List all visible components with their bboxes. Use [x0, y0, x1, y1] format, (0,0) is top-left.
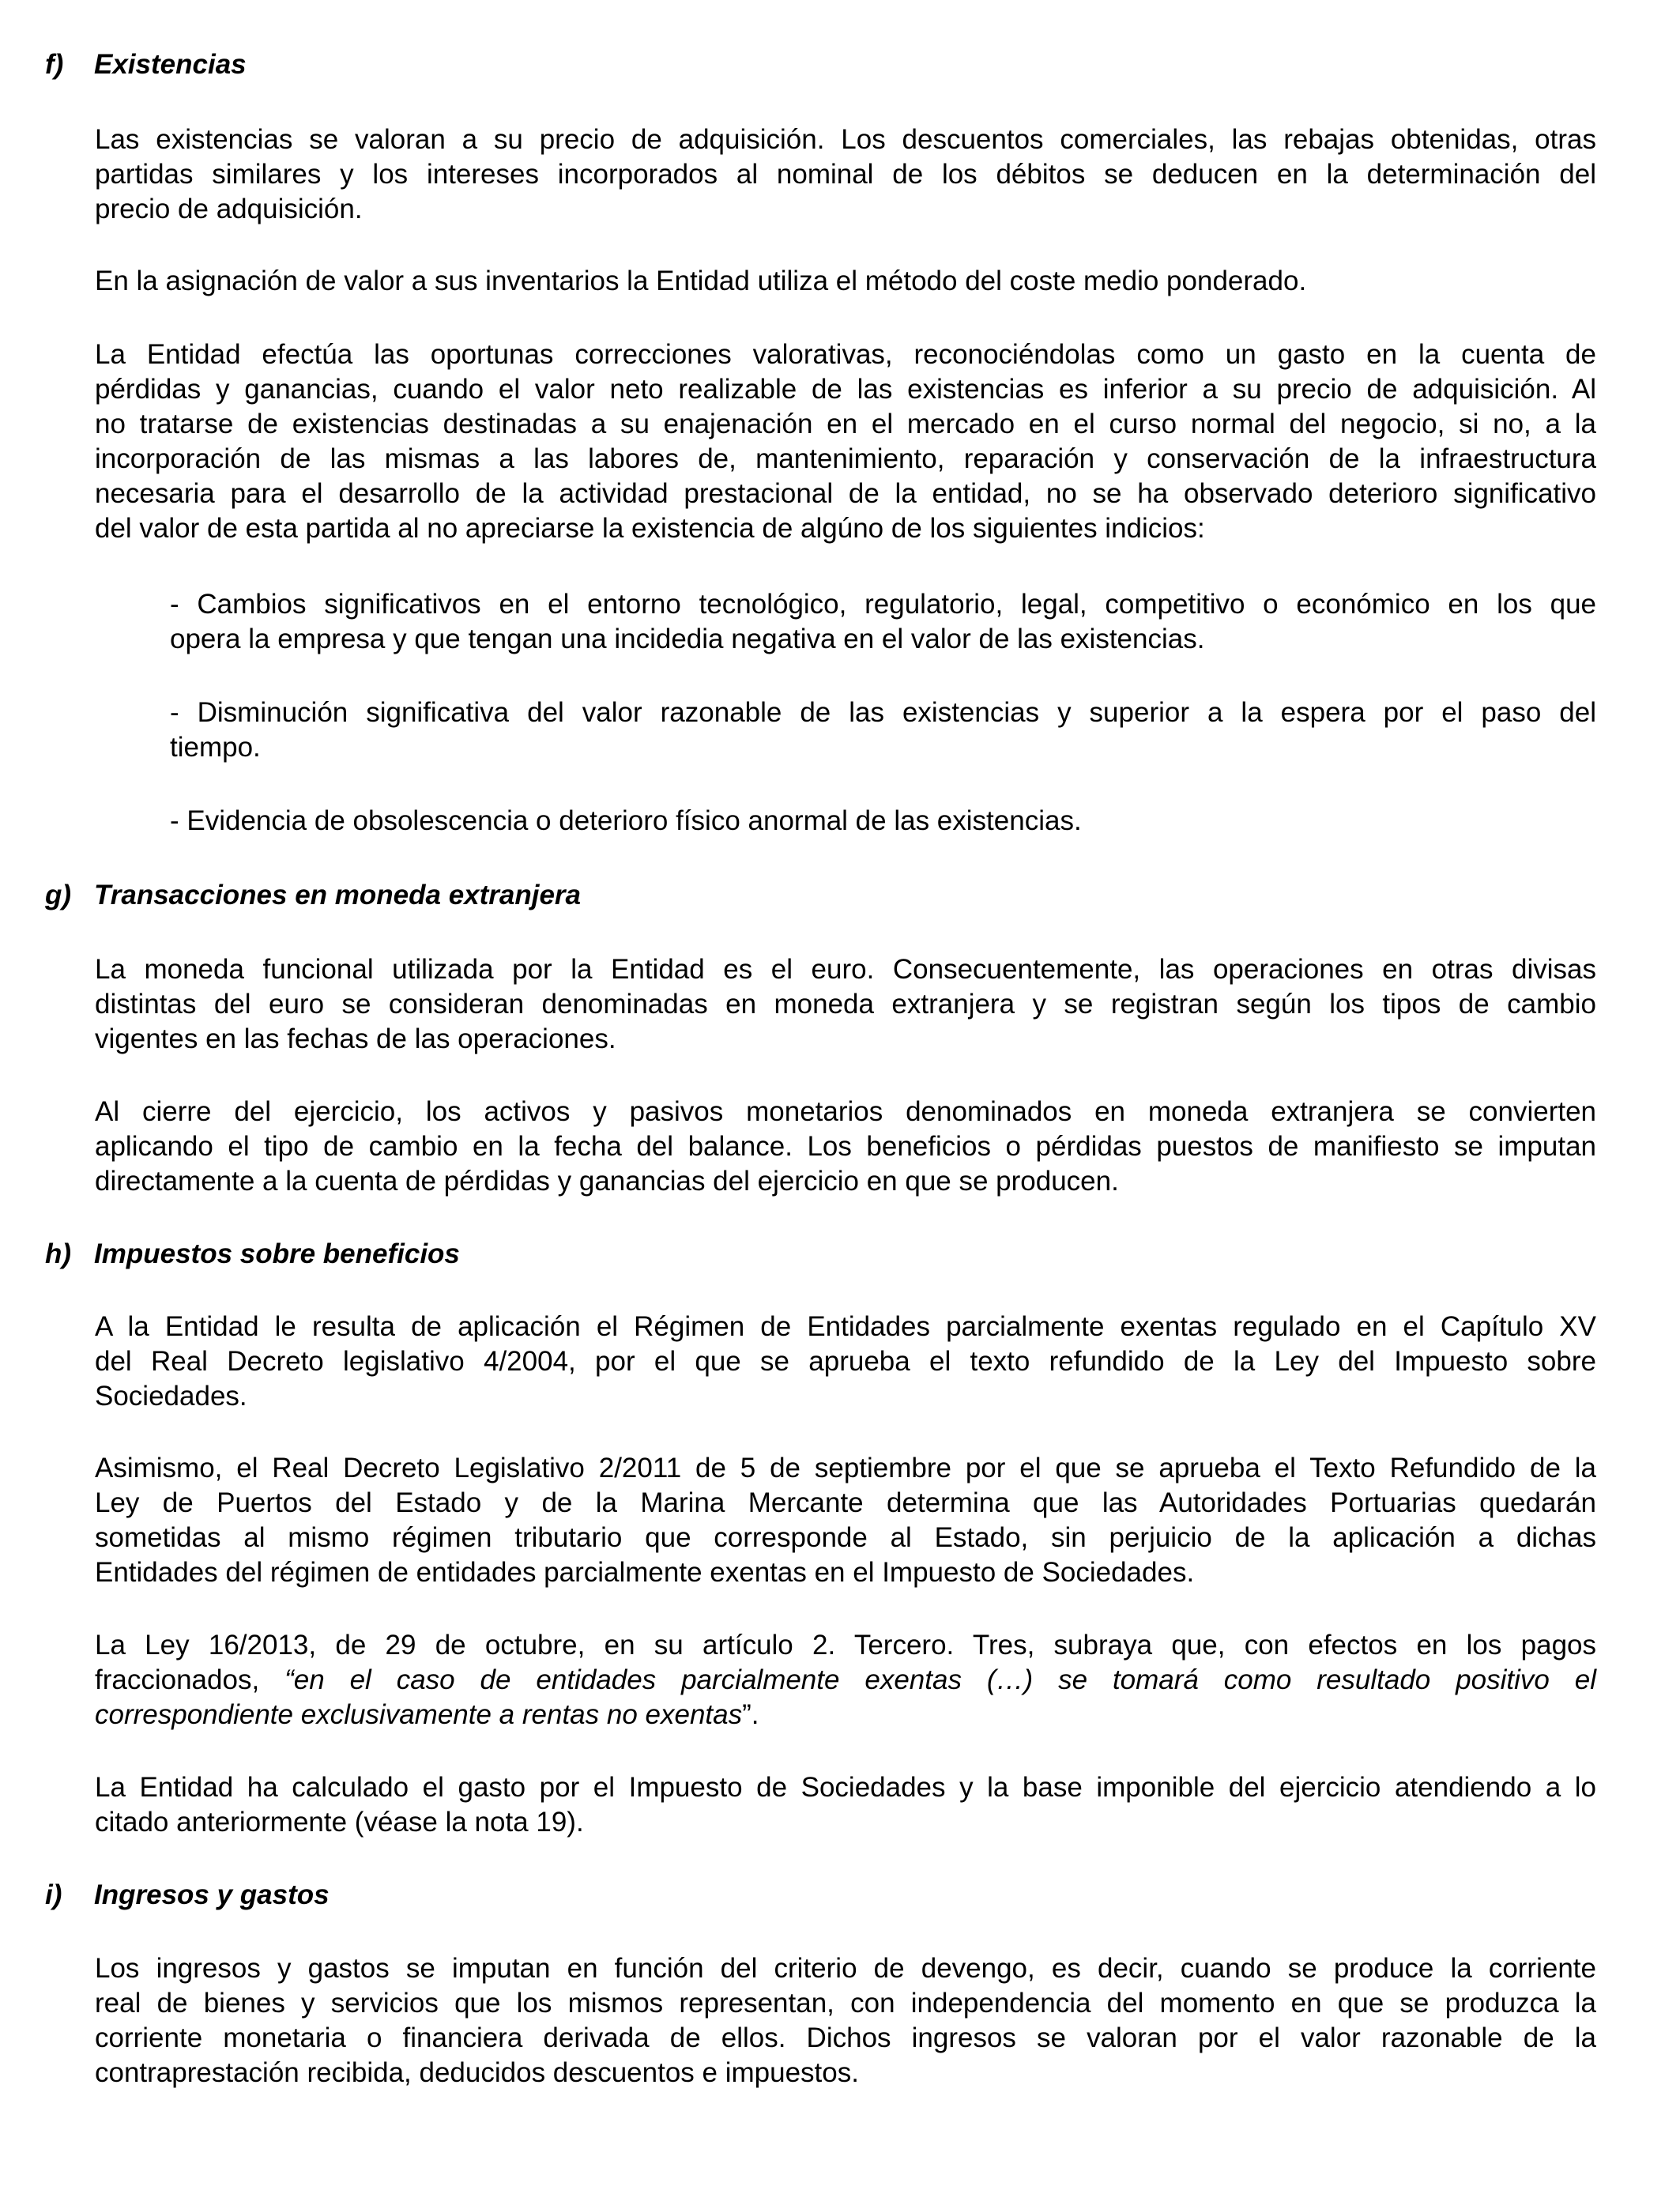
- section-f-bullet-1: [170, 587, 1596, 657]
- section-h-paragraph-3: [95, 1628, 1596, 1732]
- text-line: - Disminución significativa del valor razonable de las existencias y superior a la espera por el paso del: [170, 697, 1596, 728]
- text-line: vigentes en las fechas de las operaciones.: [95, 1023, 616, 1054]
- text-line: Al cierre del ejercicio, los activos y pasivos monetarios denominados en moneda extranjera se convierten: [95, 1096, 1596, 1127]
- section-h-heading: [45, 1237, 460, 1272]
- section-f-heading: [45, 47, 247, 82]
- section-f-paragraph-1: [95, 123, 1596, 227]
- text-line: Sociedades.: [95, 1381, 247, 1412]
- text-line: La Entidad ha calculado el gasto por el Impuesto de Sociedades y la base imponible del ejercicio atendiendo a lo: [95, 1772, 1596, 1803]
- text-line: - Cambios significativos en el entorno tecnológico, regulatorio, legal, competitivo o económico en los que: [170, 589, 1596, 620]
- text-line: En la asignación de valor a sus inventarios la Entidad utiliza el método del coste medio ponderado.: [95, 266, 1307, 296]
- text-line: no tratarse de existencias destinadas a su enajenación en el mercado en el curso normal del negocio, si no, a la: [95, 409, 1596, 439]
- section-f-bullet-2: [170, 696, 1596, 765]
- text-line: incorporación de las mismas a las labores de, mantenimiento, reparación y conservación de la infraestructura: [95, 443, 1596, 474]
- text-line: [95, 1663, 1596, 1698]
- text-line: del Real Decreto legislativo 4/2004, por el que se aprueba el texto refundido de la Ley del Impuesto sobre: [95, 1346, 1596, 1377]
- text-line: distintas del euro se consideran denominadas en moneda extranjera y se registran según los tipos de cambio: [95, 989, 1596, 1020]
- section-h-paragraph-1: [95, 1310, 1596, 1414]
- section-h-paragraph-4: [95, 1770, 1596, 1840]
- text-line: pérdidas y ganancias, cuando el valor neto realizable de las existencias es inferior a su precio de adquisición. Al: [95, 374, 1596, 405]
- text-line: La moneda funcional utilizada por la Entidad es el euro. Consecuentemente, las operaciones en otras divisas: [95, 954, 1596, 985]
- section-h-paragraph-2: [95, 1451, 1596, 1590]
- quote-text: correspondiente exclusivamente a rentas no exentas: [95, 1699, 743, 1730]
- text-line: La Ley 16/2013, de 29 de octubre, en su artículo 2. Tercero. Tres, subraya que, con efectos en los pagos: [95, 1630, 1596, 1661]
- text-line: precio de adquisición.: [95, 194, 363, 224]
- section-g-paragraph-1: [95, 952, 1596, 1057]
- text-run: ”.: [742, 1699, 759, 1730]
- text-line: Ley de Puertos del Estado y de la Marina Mercante determina que las Autoridades Portuarias quedarán: [95, 1487, 1596, 1518]
- section-g-heading: [45, 878, 581, 913]
- section-f-title: Existencias: [94, 49, 247, 80]
- text-line: Asimismo, el Real Decreto Legislativo 2/2011 de 5 de septiembre por el que se aprueba el Texto Refundido de la: [95, 1453, 1596, 1483]
- text-line: Entidades del régimen de entidades parcialmente exentas en el Impuesto de Sociedades.: [95, 1557, 1195, 1588]
- text-run: fraccionados,: [95, 1664, 285, 1695]
- section-f-bullet-3: [170, 804, 1596, 839]
- section-i-paragraph-1: [95, 1951, 1596, 2090]
- text-line: partidas similares y los intereses incorporados al nominal de los débitos se deducen en la determinación del: [95, 159, 1596, 190]
- text-line: La Entidad efectúa las oportunas correcciones valorativas, reconociéndolas como un gasto en la cuenta de: [95, 339, 1596, 370]
- section-f-letter: f): [45, 49, 64, 80]
- text-line: [95, 1698, 1596, 1732]
- section-i-title: Ingresos y gastos: [94, 1879, 330, 1910]
- text-line: Las existencias se valoran a su precio de adquisición. Los descuentos comerciales, las rebajas obtenidas, otras: [95, 124, 1596, 155]
- section-g-title: Transacciones en moneda extranjera: [94, 880, 582, 910]
- text-line: corriente monetaria o financiera derivada de ellos. Dichos ingresos se valoran por el valor razonable de la: [95, 2022, 1596, 2053]
- text-line: contraprestación recibida, deducidos descuentos e impuestos.: [95, 2057, 859, 2088]
- text-line: real de bienes y servicios que los mismos representan, con independencia del momento en que se produzca la: [95, 1988, 1596, 2019]
- text-line: directamente a la cuenta de pérdidas y ganancias del ejercicio en que se producen.: [95, 1166, 1119, 1197]
- text-line: tiempo.: [170, 732, 261, 763]
- section-f-paragraph-2: [95, 264, 1596, 299]
- section-i-letter: i): [45, 1879, 62, 1910]
- section-i-heading: [45, 1878, 330, 1913]
- section-g-paragraph-2: [95, 1095, 1596, 1199]
- text-line: Los ingresos y gastos se imputan en función del criterio de devengo, es decir, cuando se produce la corriente: [95, 1953, 1596, 1984]
- section-f-paragraph-3: [95, 337, 1596, 546]
- text-line: del valor de esta partida al no apreciarse la existencia de algúno de los siguientes indicios:: [95, 513, 1205, 544]
- quote-text: “en el caso de entidades parcialmente exentas (…) se tomará como resultado positivo el: [284, 1664, 1596, 1695]
- text-line: - Evidencia de obsolescencia o deterioro físico anormal de las existencias.: [170, 805, 1082, 836]
- text-line: aplicando el tipo de cambio en la fecha del balance. Los beneficios o pérdidas puestos de manifiesto se imputan: [95, 1131, 1596, 1162]
- section-g-letter: g): [45, 880, 72, 910]
- text-line: sometidas al mismo régimen tributario que corresponde al Estado, sin perjuicio de la aplicación a dichas: [95, 1522, 1596, 1553]
- text-line: citado anteriormente (véase la nota 19).: [95, 1807, 584, 1838]
- section-h-letter: h): [45, 1238, 72, 1269]
- text-line: A la Entidad le resulta de aplicación el Régimen de Entidades parcialmente exentas regulado en el Capítulo XV: [95, 1311, 1596, 1342]
- section-h-title: Impuestos sobre beneficios: [94, 1238, 460, 1269]
- text-line: necesaria para el desarrollo de la actividad prestacional de la entidad, no se ha observado deterioro significativo: [95, 478, 1596, 509]
- text-line: opera la empresa y que tengan una incidedia negativa en el valor de las existencias.: [170, 624, 1205, 654]
